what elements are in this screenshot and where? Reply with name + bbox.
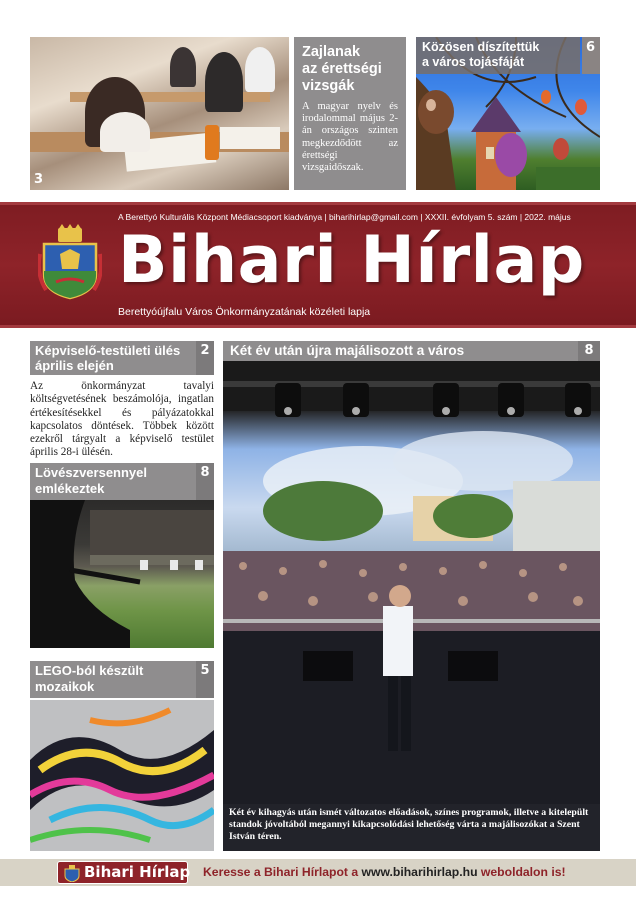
- exam-story-box[interactable]: [294, 37, 406, 190]
- majalis-concert-photo: [223, 361, 600, 851]
- majalis-caption-text: Két év kihagyás után ismét változatos előadások, színes programok, illetve a kitelepült standok jóvoltából megannyi kikapcsolódási lehetőség várta a majálisozókat a Szent István téren.: [229, 807, 589, 842]
- shooting-title-2: emlékeztek: [35, 481, 105, 496]
- footer-promo-a: Keresse a Bihari Hírlapot a: [203, 865, 362, 879]
- shooter-silhouette-illustration: [30, 500, 214, 648]
- lego-title-2: mozaikok: [35, 679, 95, 694]
- masthead: [0, 202, 636, 328]
- footer-logo-text: Bihari Hírlap: [84, 863, 191, 881]
- footer-crest-icon: [64, 865, 80, 882]
- masthead-subtitle: Berettyóújfalu Város Önkormányzatának közéleti lapja: [118, 306, 371, 318]
- exam-body: A magyar nyelv és irodalommal május 2-án országos szinten megkezdődött az érettségi vizsgaidőszak.: [302, 101, 398, 174]
- exam-title-1: Zajlanak: [302, 44, 361, 60]
- exam-title-3: vizsgák: [302, 78, 355, 94]
- coat-of-arms-icon: [38, 224, 102, 300]
- council-story-header[interactable]: [30, 341, 214, 375]
- exam-page-number: 3: [34, 172, 44, 187]
- council-title-2: április elején: [35, 358, 114, 373]
- lego-title-1: LEGO-ból készült: [35, 663, 144, 678]
- stage-scene-illustration: [223, 361, 600, 851]
- lego-story-header[interactable]: [30, 661, 214, 698]
- masthead-meta: A Berettyó Kulturális Központ Médiacsoport kiadványa | biharihirlap@gmail.com | XXXII. évfolyam 5. szám | 2022. május: [118, 212, 571, 222]
- majalis-title: Két év után újra majálisozott a város: [230, 343, 465, 358]
- council-page-number: 2: [196, 341, 214, 375]
- majalis-page-number: 8: [578, 341, 600, 361]
- exam-classroom-photo: [30, 37, 289, 190]
- easter-story-title[interactable]: [416, 37, 580, 74]
- council-title-1: Képviselő-testületi ülés: [35, 343, 181, 358]
- lego-mosaic-photo: [30, 700, 214, 851]
- footer-logo[interactable]: [57, 861, 191, 884]
- shooting-range-photo: [30, 500, 214, 648]
- easter-title-1: Közösen díszítettük: [422, 40, 540, 54]
- majalis-story-header[interactable]: [223, 341, 600, 361]
- lego-page-number: 5: [196, 661, 214, 698]
- shooting-story-header[interactable]: [30, 463, 214, 500]
- majalis-caption: [223, 804, 600, 851]
- easter-title-2: a város tojásfáját: [422, 55, 525, 69]
- easter-page-number: 6: [586, 40, 596, 55]
- footer-promo: [203, 865, 566, 879]
- lego-mosaic-illustration: [30, 700, 214, 851]
- footer-promo-c: weboldalon is!: [477, 865, 566, 879]
- masthead-title: Bihari Hírlap: [118, 223, 585, 298]
- footer-bar: [0, 859, 636, 886]
- shooting-page-number: 8: [196, 463, 214, 500]
- shooting-title-1: Lövészversennyel: [35, 465, 148, 480]
- exam-title-2: az érettségi: [302, 61, 382, 77]
- easter-page-badge: [582, 37, 600, 74]
- council-body: Az önkormányzat tavalyi költségvetésének beszámolója, ingatlan értékesítésekkel és pályázatokkal kapcsolatos döntések. Többek között ezekről tárgyalt a képviselő testület április 28-i ülésén.: [30, 380, 214, 459]
- footer-website-link[interactable]: www.biharihirlap.hu: [361, 865, 478, 879]
